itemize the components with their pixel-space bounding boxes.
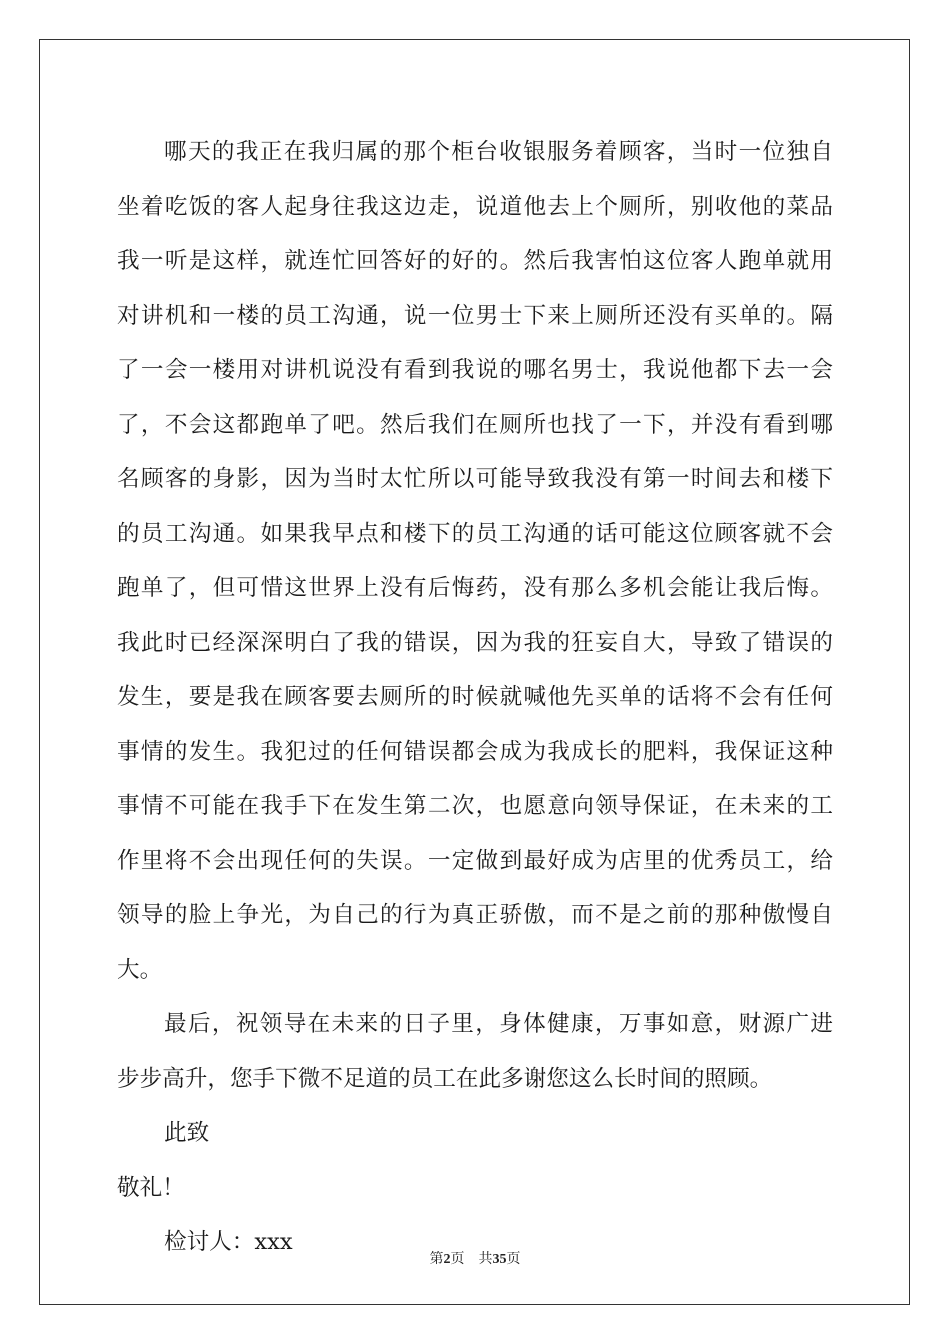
- text-line: 了一会一楼用对讲机说没有看到我说的哪名男士，我说他都下去一会: [117, 357, 833, 383]
- text-line: 了，不会这都跑单了吧。然后我们在厕所也找了一下，并没有看到哪: [117, 411, 833, 438]
- closing-wish-line: 最后，祝领导在未来的日子里，身体健康，万事如意，财源广进: [164, 1011, 833, 1037]
- total-prefix: 共: [478, 1252, 493, 1267]
- text-line: 大。: [117, 956, 163, 983]
- total-suffix: 页: [506, 1252, 521, 1267]
- text-line: 发生，要是我在顾客要去厕所的时候就喊他先买单的话将不会有任何: [117, 684, 833, 710]
- text-line: 事情不可能在我手下在发生第二次，也愿意向领导保证，在未来的工: [117, 793, 833, 819]
- text-line: 事情的发生。我犯过的任何错误都会成为我成长的肥料，我保证这种: [117, 738, 833, 765]
- salutation-cizhi: 此致: [164, 1120, 210, 1146]
- page-total: 35: [492, 1252, 507, 1267]
- text-line: 我此时已经深深明白了我的错误，因为我的狂妄自大，导致了错误的: [117, 629, 833, 656]
- page-current: 2: [443, 1252, 451, 1267]
- text-line: 哪天的我正在我归属的那个柜台收银服务着顾客，当时一位独自: [164, 139, 833, 165]
- closing-wish-line: 步步高升，您手下微不足道的员工在此多谢您这么长时间的照顾。: [117, 1065, 773, 1092]
- text-line: 的员工沟通。如果我早点和楼下的员工沟通的话可能这位顾客就不会: [117, 520, 833, 547]
- salutation-jingli: 敬礼！: [117, 1174, 185, 1201]
- text-line: 作里将不会出现任何的失误。一定做到最好成为店里的优秀员工，给: [117, 847, 833, 874]
- letter-body: [117, 125, 833, 1270]
- signature-line: 检讨人：xxx: [164, 1229, 293, 1255]
- page-footer: [0, 1248, 950, 1268]
- page-prefix: 第: [429, 1252, 444, 1267]
- text-line: 跑单了，但可惜这世界上没有后悔药，没有那么多机会能让我后悔。: [117, 575, 833, 601]
- text-line: 我一听是这样，就连忙回答好的好的。然后我害怕这位客人跑单就用: [117, 248, 833, 274]
- text-line: 领导的脸上争光，为自己的行为真正骄傲，而不是之前的那种傲慢自: [117, 902, 833, 928]
- text-line: 名顾客的身影，因为当时太忙所以可能导致我没有第一时间去和楼下: [117, 466, 833, 492]
- text-line: 坐着吃饭的客人起身往我这边走，说道他去上个厕所，别收他的菜品: [117, 193, 833, 220]
- text-line: 对讲机和一楼的员工沟通，说一位男士下来上厕所还没有买单的。隔: [117, 302, 833, 329]
- page-suffix: 页: [450, 1252, 465, 1267]
